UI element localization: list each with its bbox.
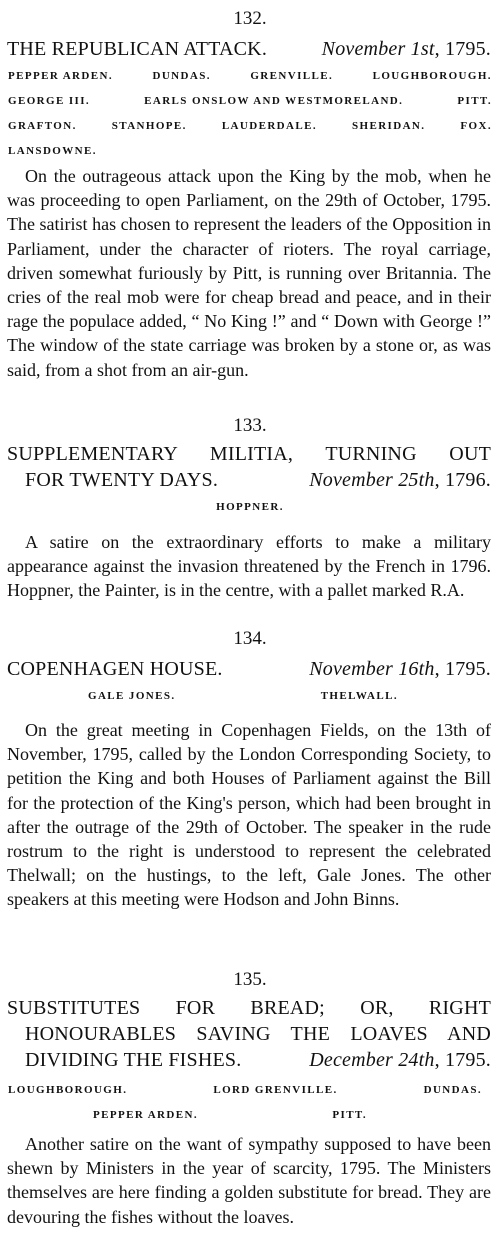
- entry-date-year: , 1796.: [434, 469, 491, 491]
- name: GRENVILLE.: [250, 70, 334, 82]
- name: GALE JONES.: [88, 690, 176, 702]
- entry-title-row: [7, 995, 491, 1073]
- entry-date-year: , 1795.: [434, 1049, 491, 1071]
- name: PEPPER ARDEN.: [8, 70, 113, 82]
- entry-date: [322, 36, 491, 62]
- name: DUNDAS.: [152, 70, 211, 82]
- entry-date: [309, 656, 491, 682]
- names-list: [8, 1078, 492, 1128]
- title-line: [7, 441, 491, 467]
- name: GRAFTON.: [8, 120, 77, 132]
- name: SHERIDAN.: [351, 120, 426, 132]
- entry-date-month: December 24th: [309, 1049, 435, 1071]
- entry-text: On the outrageous attack upon the King by the mob, when he was proceeding to open Parliament, on the 29th of October, 1795. The satirist has chosen to represent the leaders of the Opposition in Parliament, under the character of rioters. The royal carriage, driven somewhat furiously by Pitt, is running over Britannia. The cries of the real mob were for cheap bread and peace, and in their rage the populace added, “ No King !” and “ Down with George !” The window of the state carriage was broken by a stone or, as was said, from a shot from an air-gun.: [7, 166, 491, 380]
- entry-title-line: FOR TWENTY DAYS.: [25, 469, 219, 491]
- entry-number: 133.: [233, 415, 267, 436]
- entry-number: 132.: [233, 8, 267, 29]
- entry-title-line: HONOURABLES SAVING THE LOAVES AND: [25, 1023, 491, 1045]
- name: FOX.: [460, 120, 492, 132]
- name: PITT.: [332, 1109, 367, 1121]
- names-row: [8, 114, 492, 139]
- names-list: [8, 684, 398, 709]
- name: EARLS ONSLOW AND WESTMORELAND.: [144, 95, 404, 107]
- entry-text: A satire on the extraordinary efforts to make a military appearance against the invasion threatened by the French in 1796. Hoppner, the Painter, is in the centre, with a pallet marked R.A.: [7, 532, 491, 601]
- entry-date-month: November 16th: [309, 658, 435, 680]
- entry-title-line: SUPPLEMENTARY MILITIA, TURNING OUT: [7, 443, 491, 465]
- entry-date: [309, 467, 491, 493]
- name: STANHOPE.: [111, 120, 187, 132]
- entry-text: On the great meeting in Copenhagen Fields, on the 13th of November, 1795, called by the London Corresponding Society, to petition the King and both Houses of Parliament against the Bill for the protection of the King's person, which had been brought in after the outrage of the 29th of October. The speaker in the rude rostrum to the right is understood to represent the celebrated Thelwall; on the hustings, to the left, Gale Jones. The other speakers at this meeting were Hodson and John Binns.: [7, 720, 491, 910]
- names-list: [8, 64, 492, 164]
- name: HOPPNER.: [216, 501, 284, 513]
- name: DUNDAS.: [423, 1084, 482, 1096]
- title-line: [7, 1047, 491, 1073]
- entry-number: 135.: [233, 969, 267, 990]
- name: LOUGHBOROUGH.: [372, 70, 492, 82]
- name: GEORGE III.: [8, 95, 91, 107]
- names-row: [8, 1103, 492, 1128]
- title-line: [7, 467, 491, 493]
- names-row: [8, 89, 492, 114]
- names-row: [8, 139, 492, 164]
- entry-date: [309, 1047, 491, 1073]
- entry-text: Another satire on the want of sympathy supposed to have been shewn by Ministers in the year of scarcity, 1795. The Ministers themselves are here finding a golden substitute for bread. They are devouring the fishes without the loaves.: [7, 1134, 491, 1227]
- entry-title-row: [7, 36, 491, 62]
- entry-number: 134.: [233, 628, 267, 649]
- names-row: [8, 64, 492, 89]
- name: LORD GRENVILLE.: [213, 1084, 338, 1096]
- name: PITT.: [457, 95, 492, 107]
- entry-title-line: SUBSTITUTES FOR BREAD; OR, RIGHT: [7, 997, 491, 1019]
- name: LANSDOWNE.: [8, 145, 97, 157]
- entry-date-month: November 1st: [321, 38, 435, 60]
- names-list: [8, 495, 492, 520]
- entry-title-row: [7, 656, 491, 682]
- entry-title: THE REPUBLICAN ATTACK.: [7, 38, 268, 60]
- names-row: [8, 1078, 492, 1103]
- name: LOUGHBOROUGH.: [8, 1084, 128, 1096]
- entry-date-month: November 25th: [309, 469, 435, 491]
- entry-title-row: [7, 441, 491, 493]
- entry-date-year: , 1795.: [434, 658, 491, 680]
- name: PEPPER ARDEN.: [93, 1109, 198, 1121]
- name: LAUDERDALE.: [221, 120, 317, 132]
- entry-title-line: DIVIDING THE FISHES.: [25, 1049, 242, 1071]
- name: THELWALL.: [320, 690, 398, 702]
- names-row: [88, 684, 398, 709]
- entry-title: COPENHAGEN HOUSE.: [7, 658, 223, 680]
- entry-date-year: , 1795.: [434, 38, 491, 60]
